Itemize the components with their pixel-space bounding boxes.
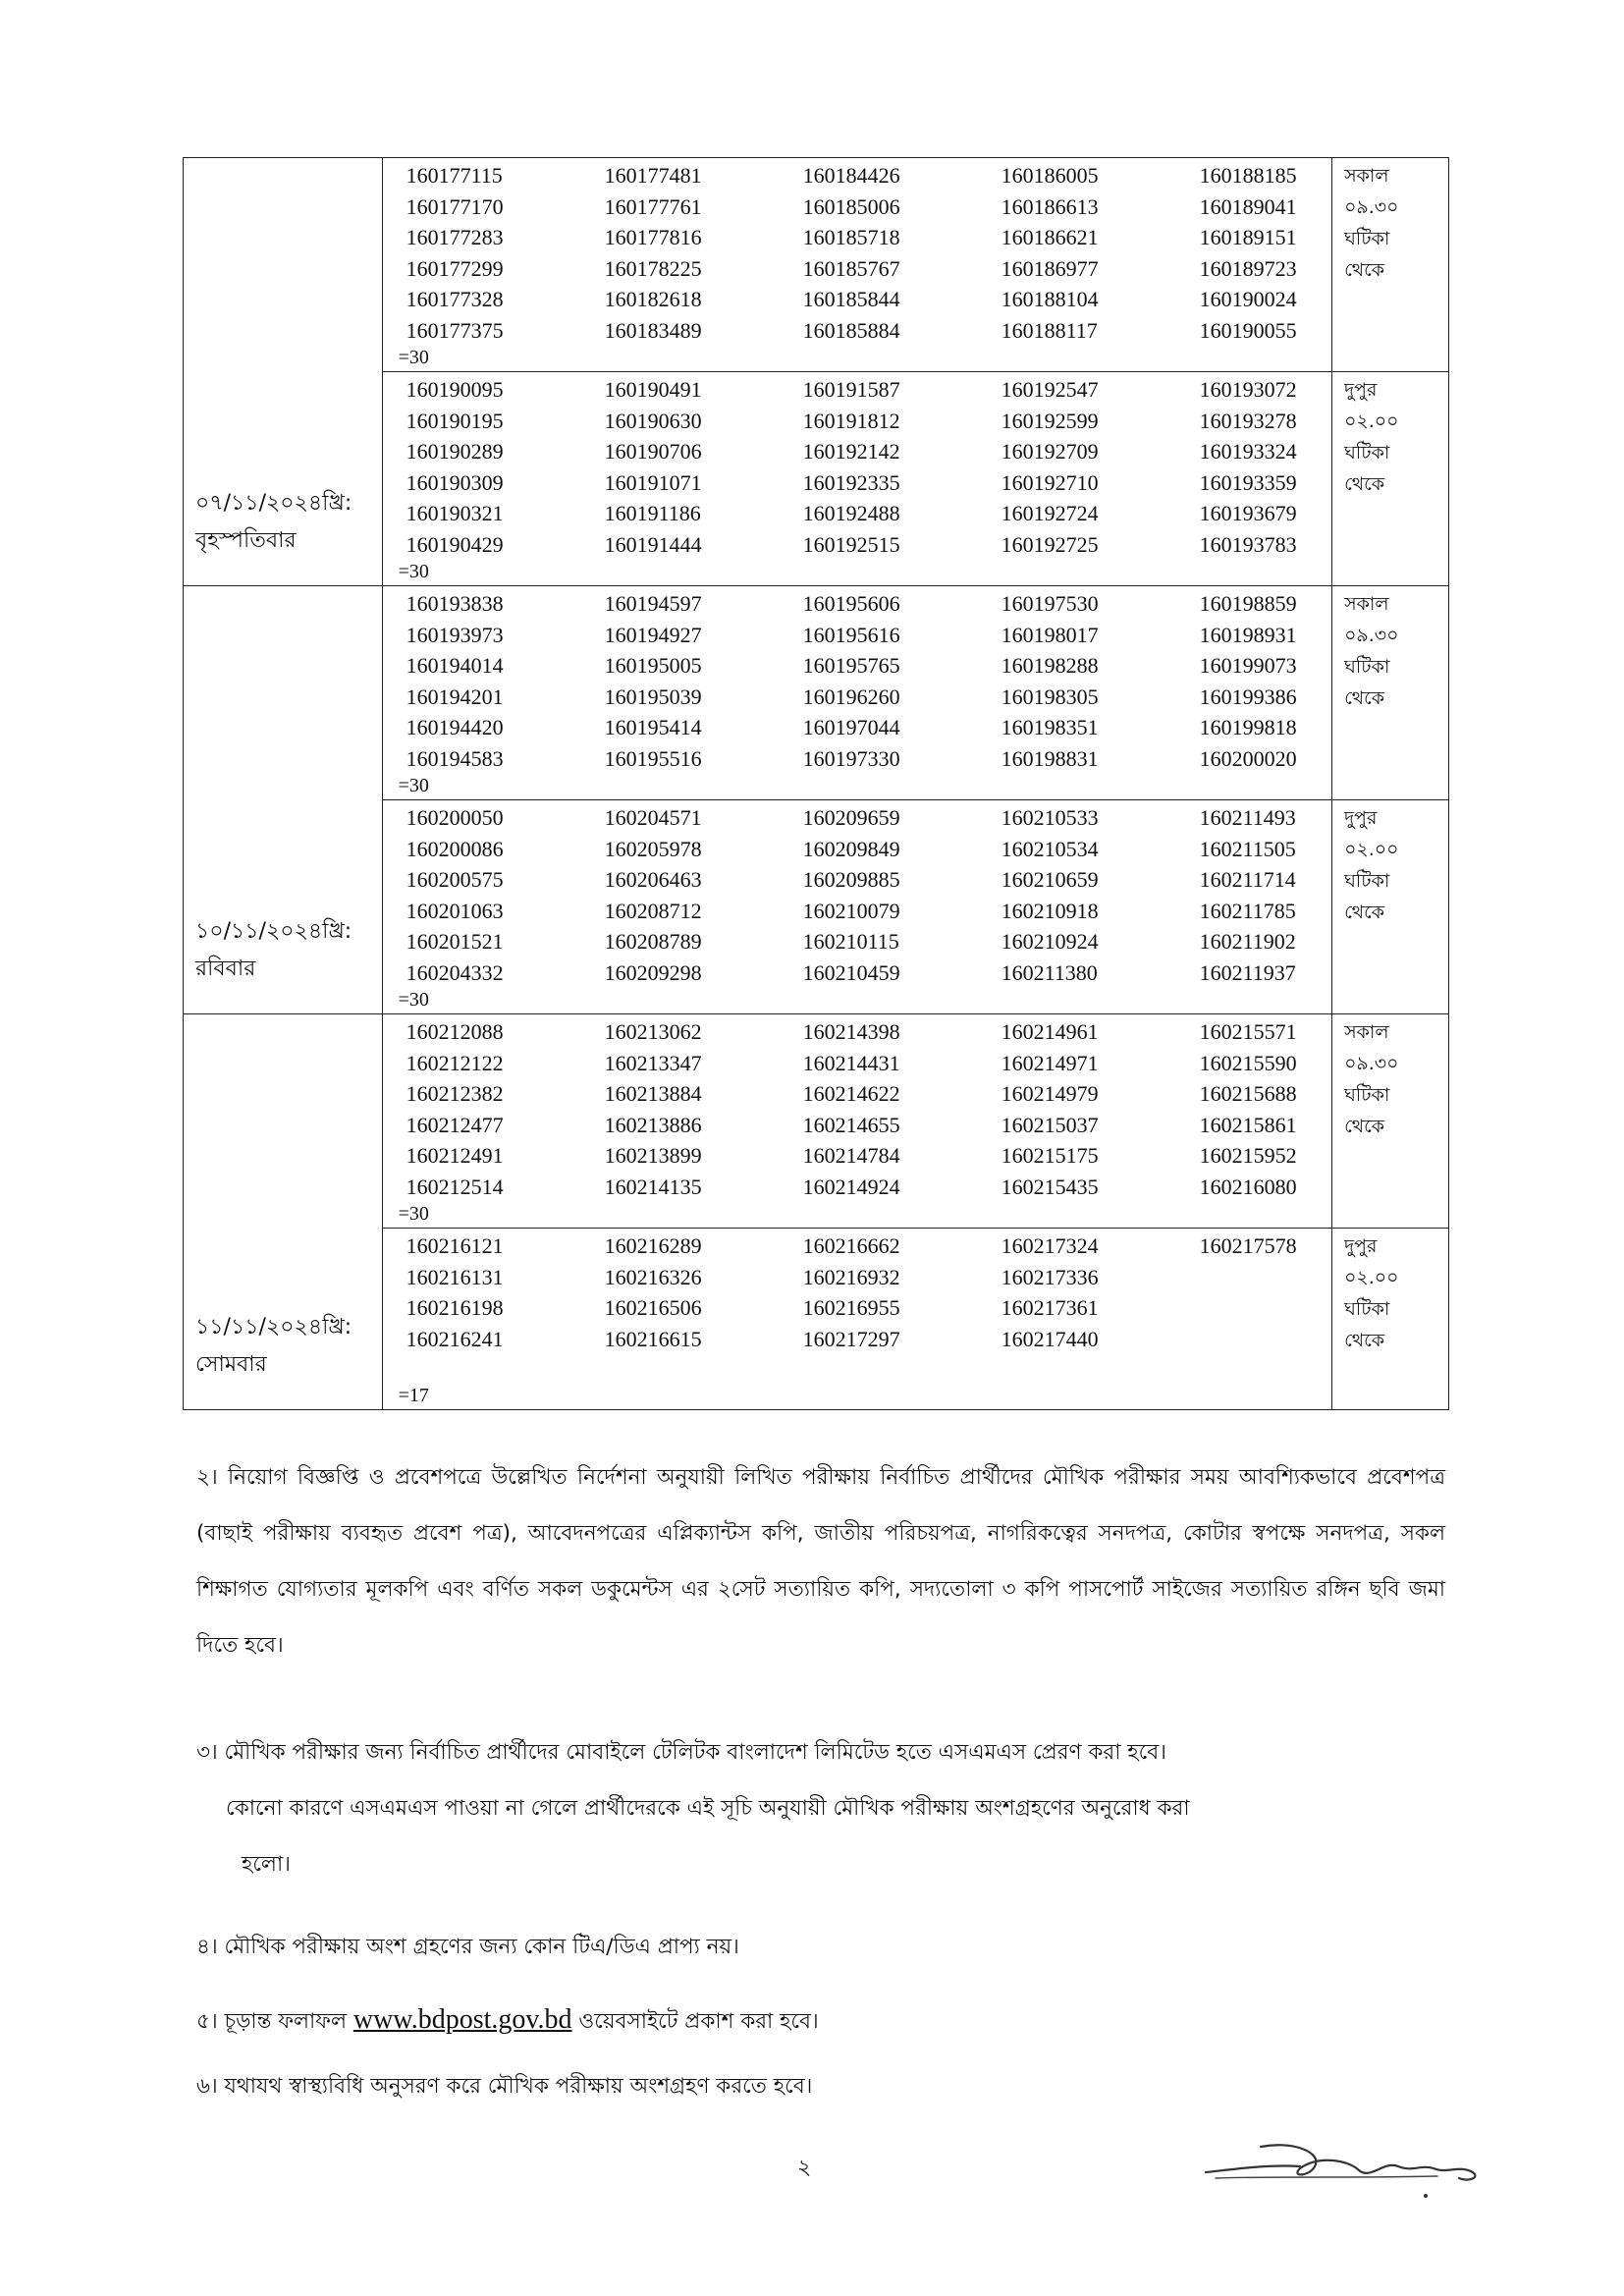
roll-number: 160189723 <box>1199 255 1297 281</box>
exam-day: রবিবার <box>195 957 256 981</box>
session-time-text: ০২.০০ <box>1344 410 1399 432</box>
note-3 <box>196 1724 1445 1892</box>
session-time-text: ০৯.৩০ <box>1344 196 1399 218</box>
roll-number: 160216615 <box>604 1326 702 1351</box>
roll-number <box>1200 1292 1348 1324</box>
roll-number: 160195039 <box>604 683 702 709</box>
note-5-prefix: ৫। চূড়ান্ত ফলাফল <box>196 2009 348 2034</box>
roll-number: 160211937 <box>1199 959 1296 985</box>
roll-number: 160216955 <box>802 1295 900 1320</box>
roll-number: 160198931 <box>1199 622 1297 647</box>
roll-number: 160185767 <box>802 255 900 281</box>
note-4: ৪। মৌখিক পরীক্ষায় অংশ গ্রহণের জন্য কোন টিএ/ডিএ প্রাপ্য নয়। <box>196 1935 739 1959</box>
roll-number: 160190095 <box>406 377 504 402</box>
roll-number-grid <box>383 372 1332 560</box>
roll-number: 160216326 <box>604 1264 702 1289</box>
session-time-text: ০২.০০ <box>1344 839 1399 860</box>
session-time-text: ঘটিকা <box>1344 442 1390 464</box>
candidate-total: =30 <box>398 989 429 1011</box>
roll-number: 160185884 <box>802 317 900 343</box>
roll-number: 160189151 <box>1199 225 1297 249</box>
roll-number: 160195005 <box>604 653 702 678</box>
roll-number: 160190024 <box>1199 287 1297 311</box>
roll-number: 160215435 <box>1001 1174 1099 1199</box>
roll-number: 160216131 <box>406 1264 504 1289</box>
roll-number: 160215952 <box>1199 1143 1297 1168</box>
roll-number: 160193278 <box>1199 408 1297 433</box>
roll-number: 160198017 <box>1001 622 1099 647</box>
roll-number: 160205978 <box>604 836 702 861</box>
roll-number: 160177299 <box>406 255 504 281</box>
roll-number: 160198351 <box>1001 715 1099 739</box>
roll-number: 160212088 <box>406 1019 504 1044</box>
session-time-text: থেকে <box>1344 902 1385 923</box>
roll-number: 160209885 <box>802 867 900 892</box>
roll-number: 160201521 <box>406 929 504 954</box>
roll-number: 160210459 <box>802 959 900 985</box>
roll-number: 160204332 <box>406 959 504 985</box>
roll-number: 160211785 <box>1199 898 1296 923</box>
session-row <box>184 158 1449 372</box>
roll-number: 160195414 <box>604 715 702 739</box>
roll-number: 160217324 <box>1001 1233 1099 1258</box>
roll-number: 160195765 <box>802 653 900 678</box>
session-time-text: থেকে <box>1344 687 1385 709</box>
roll-number: 160217578 <box>1199 1233 1297 1258</box>
roll-number: 160213062 <box>604 1019 702 1044</box>
note-6: ৬। যথাযথ স্বাস্থ্যবিধি অনুসরণ করে মৌখিক পরীক্ষায় অংশগ্রহণ করতে হবে। <box>196 2074 813 2099</box>
roll-number: 160185718 <box>802 225 900 249</box>
roll-number: 160217440 <box>1001 1326 1099 1351</box>
roll-number: 160215590 <box>1199 1050 1297 1075</box>
roll-number: 160217336 <box>1001 1264 1099 1289</box>
roll-number: 160190429 <box>406 531 504 557</box>
roll-number: 160210533 <box>1001 805 1099 830</box>
roll-number: 160193783 <box>1199 531 1297 557</box>
roll-number: 160193679 <box>1199 501 1297 525</box>
roll-number: 160214655 <box>802 1112 900 1137</box>
roll-number: 160197044 <box>802 715 900 739</box>
roll-number: 160199818 <box>1199 715 1297 739</box>
roll-number: 160190630 <box>604 408 702 433</box>
session-time-text: ঘটিকা <box>1344 656 1390 678</box>
roll-number: 160185844 <box>802 287 900 311</box>
session-time-text: ০৯.৩০ <box>1344 1053 1399 1074</box>
roll-number: 160215688 <box>1199 1081 1297 1106</box>
roll-number: 160188104 <box>1001 287 1099 311</box>
roll-number: 160192547 <box>1001 377 1099 402</box>
note-2: ২। নিয়োগ বিজ্ঞপ্তি ও প্রবেশপত্রে উল্লেখিত নির্দেশনা অনুযায়ী লিখিত পরীক্ষায় নির্বাচিত প্রার্থীদের মৌখিক পরীক্ষার সময় আবশ্যিকভাবে প্রবেশপত্র (বাছাই পরীক্ষায় ব্যবহৃত প্রবেশ পত্র), আবেদনপত্রের এপ্লিক্যান্টস কপি, জাতীয় পরিচয়পত্র, নাগরিকত্বের সনদপত্র, কোটার স্বপক্ষে সনদপত্র, সকল শিক্ষাগত যোগ্যতার মূলকপি এবং বর্ণিত সকল ডকুমেন্টস এর ২সেট সত্যায়িত কপি, সদ্যতোলা ৩ কপি পাসপোর্ট সাইজের সত্যায়িত রঙ্গিন ছবি জমা দিতে হবে। <box>196 1465 1445 1658</box>
roll-number: 160190491 <box>604 377 702 402</box>
roll-number: 160189041 <box>1199 193 1297 219</box>
roll-number: 160194201 <box>406 683 504 709</box>
schedule-body <box>184 158 1449 1410</box>
roll-number: 160212477 <box>406 1112 504 1137</box>
roll-number: 160198288 <box>1001 653 1099 678</box>
roll-number: 160183489 <box>604 317 702 343</box>
session-time-cell <box>1332 158 1449 372</box>
roll-number <box>1200 1262 1348 1293</box>
viva-schedule-table <box>183 157 1449 1410</box>
session-row <box>184 586 1449 800</box>
exam-day: বৃহস্পতিবার <box>195 528 297 553</box>
roll-number: 160192488 <box>802 501 900 525</box>
roll-number: 160200020 <box>1199 745 1297 771</box>
roll-number: 160213884 <box>604 1081 702 1106</box>
roll-number: 160216289 <box>604 1233 702 1258</box>
date-cell <box>184 1014 383 1410</box>
roll-number: 160192724 <box>1001 501 1099 525</box>
roll-number: 160192710 <box>1001 469 1099 495</box>
roll-number: 160216080 <box>1199 1174 1297 1199</box>
session-time-text: ঘটিকা <box>1344 228 1390 249</box>
roll-number: 160182618 <box>604 287 702 311</box>
note-3-line-3: হলো। <box>242 1852 291 1877</box>
roll-number: 160214622 <box>802 1081 900 1106</box>
exam-date: ১১/১১/২০২৪খ্রি: <box>195 1315 352 1339</box>
roll-number: 160204571 <box>604 805 702 830</box>
bdpost-website-link[interactable]: www.bdpost.gov.bd <box>352 2004 572 2035</box>
session-time-text: সকাল <box>1344 593 1389 615</box>
roll-number: 160177170 <box>406 193 504 219</box>
roll-number: 160200050 <box>406 805 504 830</box>
roll-number: 160216932 <box>802 1264 900 1289</box>
roll-numbers-cell <box>382 158 1332 372</box>
roll-number: 160216241 <box>406 1326 504 1351</box>
roll-number: 160214135 <box>604 1174 702 1199</box>
roll-number: 160185006 <box>802 193 900 219</box>
date-cell <box>184 158 383 586</box>
roll-number: 160177328 <box>406 287 504 311</box>
roll-number: 160192599 <box>1001 408 1099 433</box>
roll-number: 160206463 <box>604 867 702 892</box>
session-time-cell <box>1332 586 1449 800</box>
roll-number: 160192335 <box>802 469 900 495</box>
roll-number: 160194583 <box>406 745 504 771</box>
session-time-cell <box>1332 1229 1449 1410</box>
roll-number <box>1200 1324 1348 1355</box>
roll-number: 160177816 <box>604 225 702 249</box>
roll-number-grid <box>383 800 1332 988</box>
roll-number: 160191444 <box>604 531 702 557</box>
roll-number: 160193072 <box>1199 377 1297 402</box>
roll-number: 160211493 <box>1199 805 1296 830</box>
session-time-text: থেকে <box>1344 1116 1385 1137</box>
roll-numbers-cell <box>382 1014 1332 1229</box>
roll-number: 160191587 <box>802 377 900 402</box>
roll-number: 160211380 <box>1001 959 1098 985</box>
roll-number: 160194927 <box>604 622 702 647</box>
roll-number: 160210659 <box>1001 867 1099 892</box>
roll-number: 160191071 <box>604 469 702 495</box>
session-time-text: থেকে <box>1344 1330 1385 1351</box>
session-time-cell <box>1332 800 1449 1014</box>
roll-number: 160215861 <box>1199 1112 1297 1137</box>
roll-number: 160190309 <box>406 469 504 495</box>
candidate-total: =30 <box>398 1203 429 1225</box>
roll-number: 160190195 <box>406 408 504 433</box>
roll-number-grid <box>383 1229 1332 1354</box>
roll-number: 160186977 <box>1001 255 1099 281</box>
roll-number: 160193973 <box>406 622 504 647</box>
session-time-text: ঘটিকা <box>1344 1298 1390 1320</box>
roll-number: 160190289 <box>406 439 504 464</box>
roll-number: 160214961 <box>1001 1019 1099 1044</box>
roll-number-grid <box>383 1014 1332 1202</box>
roll-number: 160195516 <box>604 745 702 771</box>
roll-number: 160201063 <box>406 898 504 923</box>
roll-number: 160214398 <box>802 1019 900 1044</box>
roll-number: 160178225 <box>604 255 702 281</box>
roll-numbers-cell <box>382 586 1332 800</box>
candidate-total: =30 <box>398 775 429 796</box>
roll-number: 160193359 <box>1199 469 1297 495</box>
roll-number: 160214784 <box>802 1143 900 1168</box>
roll-number: 160186613 <box>1001 193 1099 219</box>
roll-number: 160188185 <box>1199 163 1297 188</box>
date-cell <box>184 586 383 1014</box>
roll-number: 160213899 <box>604 1143 702 1168</box>
roll-number: 160190055 <box>1199 317 1297 343</box>
roll-number: 160210918 <box>1001 898 1099 923</box>
candidate-total: =30 <box>398 561 429 582</box>
roll-number: 160209298 <box>604 959 702 985</box>
roll-number: 160208712 <box>604 898 702 923</box>
roll-number: 160184426 <box>802 163 900 188</box>
roll-number-grid <box>383 586 1332 774</box>
candidate-total: =17 <box>398 1385 429 1406</box>
roll-number: 160200086 <box>406 836 504 861</box>
roll-number: 160214971 <box>1001 1050 1099 1075</box>
roll-number: 160198305 <box>1001 683 1099 709</box>
roll-number: 160216662 <box>802 1233 900 1258</box>
roll-number: 160191812 <box>802 408 900 433</box>
roll-number: 160177481 <box>604 163 702 188</box>
roll-number: 160194597 <box>604 591 702 616</box>
exam-day: সোমবার <box>195 1352 267 1377</box>
session-time-text: থেকে <box>1344 473 1385 495</box>
roll-number: 160211714 <box>1199 867 1296 892</box>
roll-number: 160212382 <box>406 1081 504 1106</box>
session-time-text: সকাল <box>1344 165 1389 187</box>
roll-number: 160212491 <box>406 1143 504 1168</box>
roll-number: 160212122 <box>406 1050 504 1075</box>
roll-number: 160192515 <box>802 531 900 557</box>
roll-number: 160198831 <box>1001 745 1099 771</box>
roll-number: 160213347 <box>604 1050 702 1075</box>
roll-number: 160186005 <box>1001 163 1099 188</box>
roll-number: 160199386 <box>1199 683 1297 709</box>
roll-number-grid <box>383 158 1332 346</box>
session-time-text: সকাল <box>1344 1021 1389 1043</box>
roll-number: 160214431 <box>802 1050 900 1075</box>
roll-number: 160209659 <box>802 805 900 830</box>
roll-number: 160215571 <box>1199 1019 1297 1044</box>
roll-number: 160211902 <box>1199 929 1296 954</box>
roll-number: 160194420 <box>406 715 504 739</box>
session-time-text: ঘটিকা <box>1344 870 1390 892</box>
session-time-text: ০২.০০ <box>1344 1267 1399 1288</box>
roll-number: 160200575 <box>406 867 504 892</box>
session-time-text: দুপুর <box>1344 379 1378 401</box>
session-time-text: দুপুর <box>1344 1235 1378 1257</box>
roll-number: 160192142 <box>802 439 900 464</box>
roll-number: 160195606 <box>802 591 900 616</box>
session-time-cell <box>1332 372 1449 586</box>
roll-number: 160210534 <box>1001 836 1099 861</box>
roll-number: 160216198 <box>406 1295 504 1320</box>
roll-number: 160214924 <box>802 1174 900 1199</box>
roll-number: 160197330 <box>802 745 900 771</box>
roll-number: 160177761 <box>604 193 702 219</box>
roll-number: 160211505 <box>1199 836 1296 861</box>
session-time-text: দুপুর <box>1344 807 1378 829</box>
note-3-line-1: ৩। মৌখিক পরীক্ষার জন্য নির্বাচিত প্রার্থীদের মোবাইলে টেলিটক বাংলাদেশ লিমিটেড হতে এসএমএস প্রেরণ করা হবে। <box>196 1740 1166 1765</box>
roll-number: 160193838 <box>406 591 504 616</box>
roll-number: 160214979 <box>1001 1081 1099 1106</box>
roll-number: 160210924 <box>1001 929 1099 954</box>
roll-number: 160208789 <box>604 929 702 954</box>
signature-image <box>1202 2121 1496 2200</box>
roll-number: 160209849 <box>802 836 900 861</box>
roll-number: 160212514 <box>406 1174 504 1199</box>
roll-number: 160216506 <box>604 1295 702 1320</box>
roll-number: 160188117 <box>1001 317 1098 343</box>
roll-number: 160191186 <box>604 501 701 525</box>
note-3-line-2: কোনো কারণে এসএমএস পাওয়া না গেলে প্রার্থীদেরকে এই সূচি অনুযায়ী মৌখিক পরীক্ষায় অংশগ্রহণের অনুরোধ করা <box>226 1796 1190 1821</box>
session-time-text: ০৯.৩০ <box>1344 625 1399 646</box>
roll-number: 160213886 <box>604 1112 702 1137</box>
page-number: ২ <box>797 2156 812 2180</box>
roll-number: 160197530 <box>1001 591 1099 616</box>
roll-number: 160217297 <box>802 1326 900 1351</box>
session-time-cell <box>1332 1014 1449 1229</box>
session-row <box>184 1014 1449 1229</box>
roll-numbers-cell <box>382 800 1332 1014</box>
session-time-text: থেকে <box>1344 259 1385 281</box>
exam-date: ১০/১১/২০২৪খ্রি: <box>195 919 352 944</box>
note-5-suffix: ওয়েবসাইটে প্রকাশ করা হবে। <box>578 2009 819 2034</box>
roll-number: 160190706 <box>604 439 702 464</box>
roll-number: 160177115 <box>406 163 503 188</box>
roll-number: 160196260 <box>802 683 900 709</box>
roll-number: 160194014 <box>406 653 504 678</box>
roll-number: 160198859 <box>1199 591 1297 616</box>
roll-number: 160210079 <box>802 898 900 923</box>
roll-numbers-cell <box>382 372 1332 586</box>
roll-number: 160210115 <box>802 929 899 954</box>
roll-number: 160177375 <box>406 317 504 343</box>
roll-number: 160190321 <box>406 501 504 525</box>
roll-number: 160195616 <box>802 622 900 647</box>
roll-numbers-cell <box>382 1229 1332 1410</box>
session-time-text: ঘটিকা <box>1344 1084 1390 1106</box>
candidate-total: =30 <box>398 347 429 368</box>
roll-number: 160177283 <box>406 225 504 249</box>
roll-number: 160199073 <box>1199 653 1297 678</box>
roll-number: 160186621 <box>1001 225 1099 249</box>
roll-number: 160192725 <box>1001 531 1099 557</box>
roll-number: 160215175 <box>1001 1143 1099 1168</box>
roll-number: 160193324 <box>1199 439 1297 464</box>
roll-number: 160215037 <box>1001 1112 1099 1137</box>
note-5 <box>196 1992 1445 2050</box>
roll-number: 160217361 <box>1001 1295 1099 1320</box>
exam-date: ০৭/১১/২০২৪খ্রি: <box>195 491 352 516</box>
roll-number: 160216121 <box>406 1233 504 1258</box>
roll-number: 160192709 <box>1001 439 1099 464</box>
